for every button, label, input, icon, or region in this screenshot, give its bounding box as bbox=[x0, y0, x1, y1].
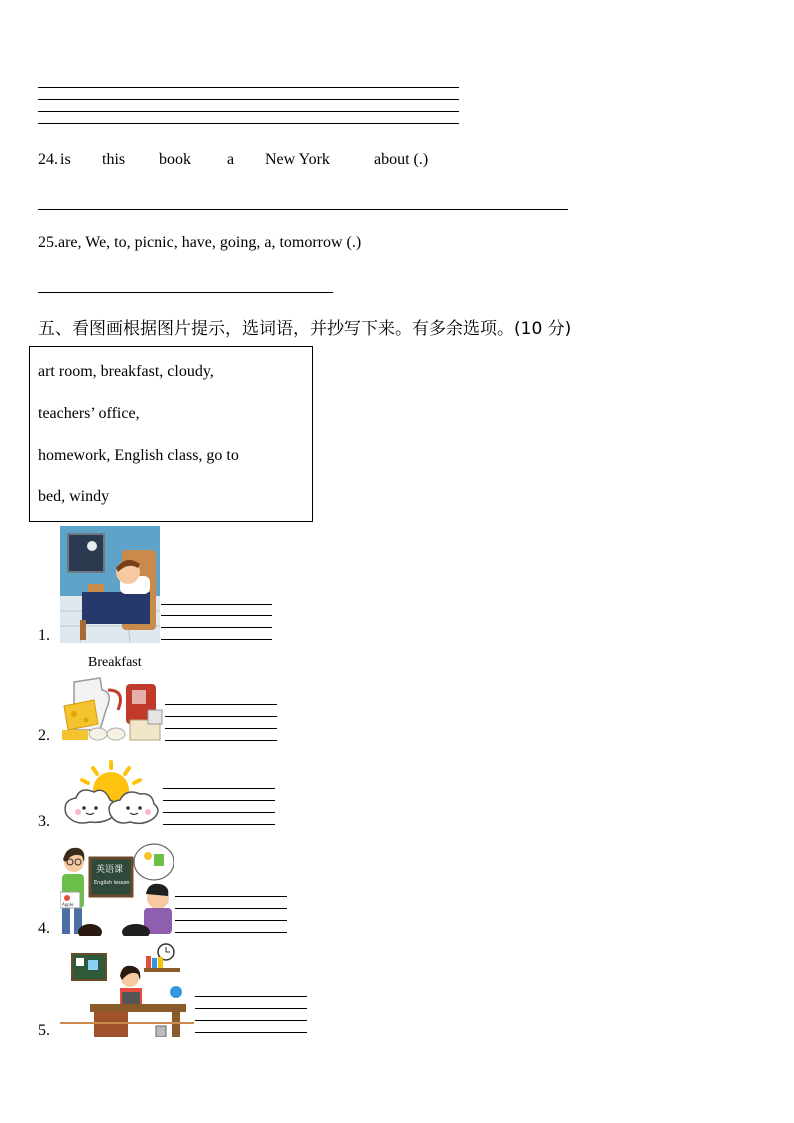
scrambled-word: New York bbox=[265, 151, 330, 168]
breakfast-food-picture bbox=[60, 670, 164, 742]
board-text: 英语课 bbox=[96, 865, 124, 875]
scrambled-words: are, We, to, picnic, have, going, a, tomorrow (.) bbox=[58, 234, 362, 251]
boy-sleeping-in-bed-picture bbox=[60, 526, 160, 643]
answer-line[interactable] bbox=[161, 627, 272, 628]
answer-line[interactable] bbox=[195, 1032, 307, 1033]
question-25 bbox=[38, 233, 361, 253]
item-number: 4. bbox=[38, 920, 50, 937]
answer-line[interactable] bbox=[175, 932, 287, 933]
section-heading: 五、看图画根据图片提示，选词语，并抄写下来。有多余选项。(10 分) bbox=[38, 319, 572, 339]
answer-line[interactable] bbox=[165, 740, 277, 741]
answer-line[interactable] bbox=[161, 615, 272, 616]
answer-line[interactable] bbox=[165, 728, 277, 729]
answer-line[interactable] bbox=[161, 604, 272, 605]
answer-line[interactable] bbox=[163, 824, 275, 825]
word-bank-line: teachers’ office, bbox=[38, 405, 140, 422]
answer-line[interactable] bbox=[38, 123, 459, 124]
answer-line[interactable] bbox=[195, 1020, 307, 1021]
answer-line[interactable] bbox=[38, 292, 333, 293]
answer-line[interactable] bbox=[163, 788, 275, 789]
item-number: 1. bbox=[38, 627, 50, 644]
answer-line[interactable] bbox=[163, 812, 275, 813]
answer-line[interactable] bbox=[175, 908, 287, 909]
answer-line[interactable] bbox=[38, 111, 459, 112]
item-number: 5. bbox=[38, 1022, 50, 1039]
answer-line[interactable] bbox=[163, 800, 275, 801]
answer-line[interactable] bbox=[38, 99, 459, 100]
picture-caption: Breakfast bbox=[88, 655, 142, 670]
board-text: English lesson bbox=[94, 880, 130, 886]
item-number: 3. bbox=[38, 813, 50, 830]
answer-line[interactable] bbox=[38, 209, 568, 210]
answer-line[interactable] bbox=[165, 704, 277, 705]
word-bank-box bbox=[29, 346, 313, 522]
scrambled-word: book bbox=[159, 151, 191, 168]
question-number: 25. bbox=[38, 234, 58, 251]
answer-line[interactable] bbox=[165, 716, 277, 717]
answer-line[interactable] bbox=[195, 1008, 307, 1009]
sun-behind-clouds-picture bbox=[60, 760, 162, 828]
answer-line[interactable] bbox=[161, 639, 272, 640]
question-number: 24. bbox=[38, 151, 58, 168]
answer-line[interactable] bbox=[175, 920, 287, 921]
word-bank-line: homework, English class, go to bbox=[38, 447, 239, 464]
scrambled-word: about (.) bbox=[374, 151, 429, 168]
scrambled-word: is bbox=[60, 151, 71, 168]
answer-line[interactable] bbox=[175, 896, 287, 897]
scrambled-word: a bbox=[227, 151, 235, 168]
word-bank-line: bed, windy bbox=[38, 488, 110, 505]
question-24 bbox=[38, 150, 458, 170]
teachers-office-picture bbox=[60, 940, 194, 1037]
item-number: 2. bbox=[38, 727, 50, 744]
word-bank-line: art room, breakfast, cloudy, bbox=[38, 363, 214, 380]
answer-line[interactable] bbox=[195, 996, 307, 997]
answer-line[interactable] bbox=[38, 87, 459, 88]
card-text: Apple bbox=[62, 902, 74, 907]
scrambled-word: this bbox=[102, 151, 126, 168]
english-class-picture bbox=[60, 840, 174, 936]
